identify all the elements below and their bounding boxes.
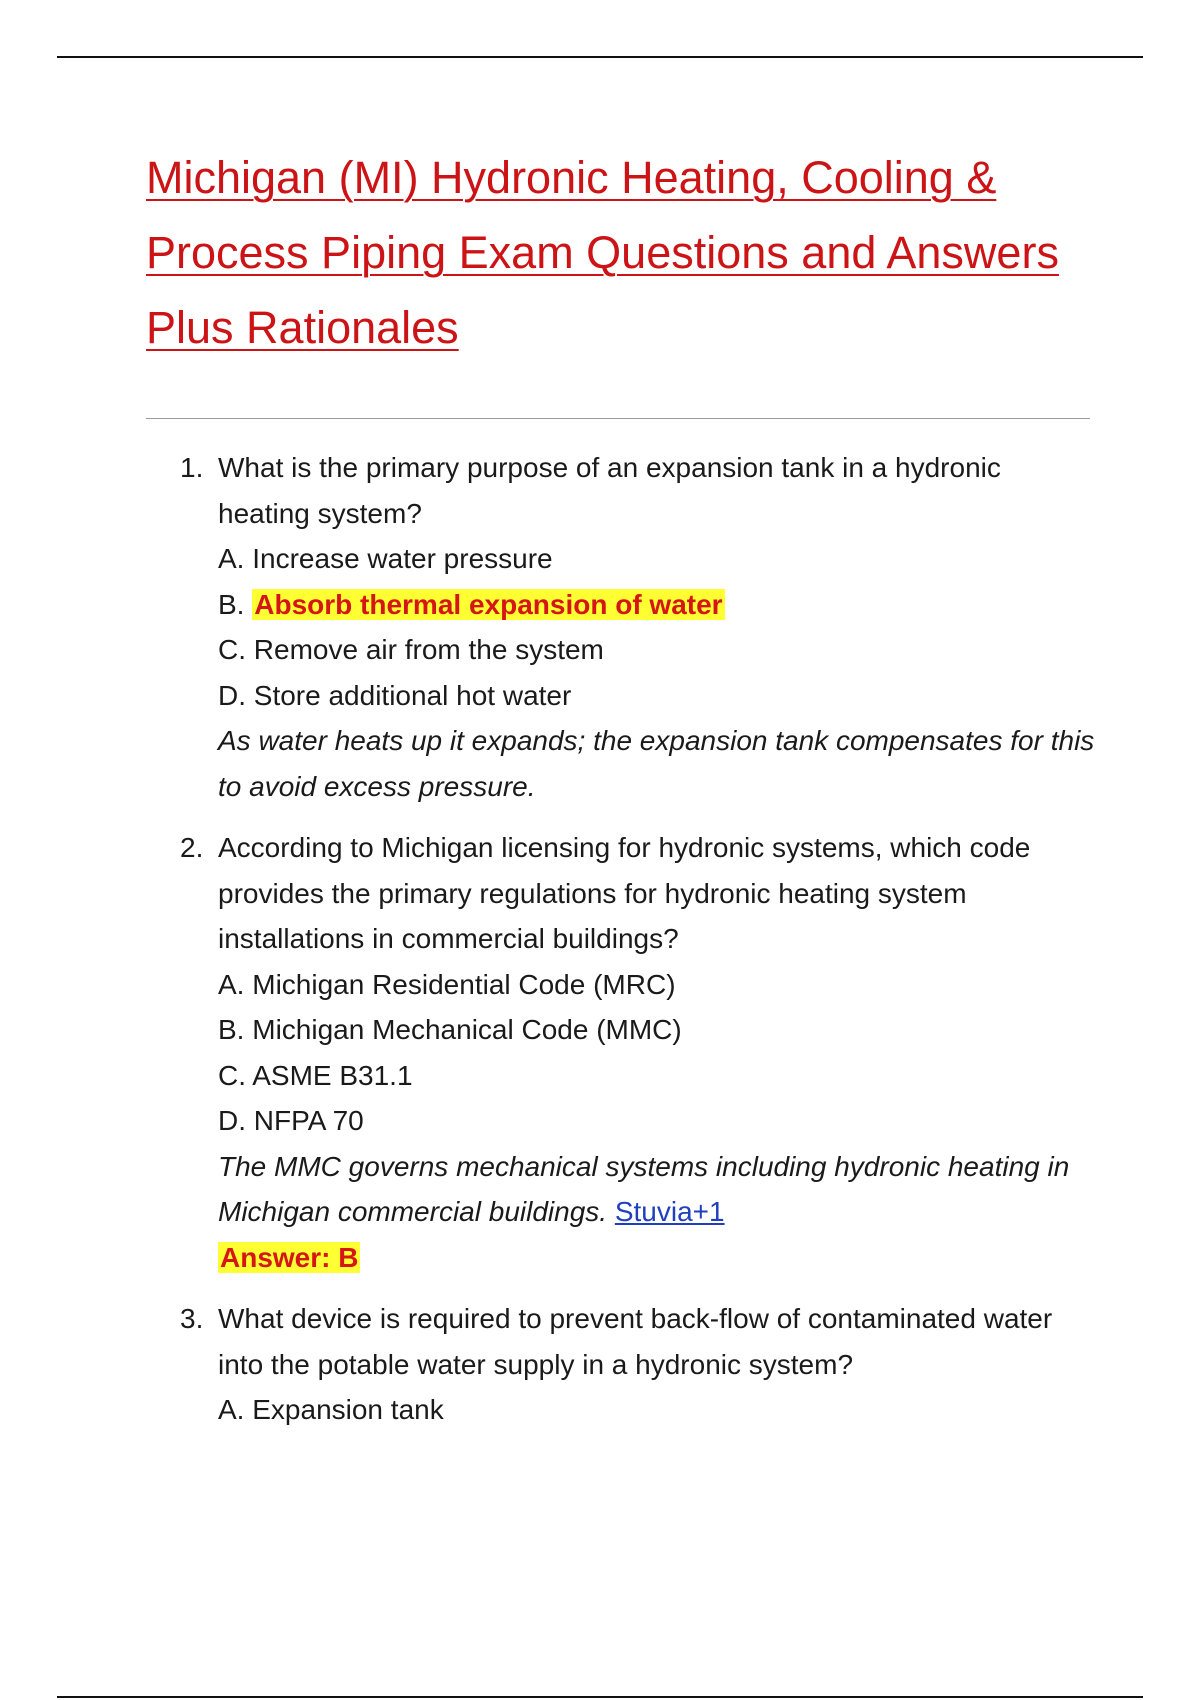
- question-item: [180, 445, 1100, 809]
- option-text: Michigan Mechanical Code (MMC): [252, 1014, 682, 1045]
- question-item: [180, 825, 1100, 1280]
- source-link[interactable]: Stuvia+1: [614, 1196, 725, 1227]
- option-prefix: D.: [218, 1105, 246, 1136]
- option-prefix: A.: [218, 1394, 245, 1425]
- rationale-body: The MMC governs mechanical systems including hydronic heating in Michigan commercial buildings.: [218, 1150, 1070, 1227]
- title-line: [146, 140, 1106, 215]
- answer-option: [218, 1098, 1100, 1144]
- question-number: 1.: [180, 452, 204, 483]
- answer-option: [218, 1007, 1100, 1053]
- question-number: 3.: [180, 1303, 204, 1334]
- option-text: Expansion tank: [252, 1394, 444, 1425]
- option-prefix: C.: [218, 634, 246, 665]
- answer-option: [218, 627, 1100, 673]
- answer-option: [218, 1387, 1100, 1433]
- answer-option: [218, 673, 1100, 719]
- answer-key-highlight: Answer: B: [220, 1241, 359, 1273]
- option-prefix: A.: [218, 968, 245, 1000]
- title-line: [146, 290, 1106, 365]
- option-text: NFPA 70: [253, 1105, 364, 1136]
- option-prefix: C.: [218, 1059, 246, 1091]
- option-text: Michigan Residential Code (MRC): [252, 968, 676, 1000]
- option-text: Store additional hot water: [253, 679, 572, 711]
- rationale-text: As water heats up it expands; the expansion tank compensates for this to avoid excess pressure.: [218, 725, 1095, 802]
- title-line: [146, 215, 1106, 290]
- question-text: What is the primary purpose of an expansion tank in a hydronic heating system?: [218, 452, 1001, 529]
- rationale-text: [218, 1144, 1100, 1235]
- title-line-text: Plus Rationales: [146, 302, 459, 353]
- title-divider: [146, 418, 1090, 419]
- answer-line: [218, 1235, 1100, 1281]
- answer-option: [218, 962, 1100, 1008]
- option-prefix: A.: [218, 543, 245, 574]
- answer-option-correct: [218, 582, 1100, 628]
- answer-option: [218, 536, 1100, 582]
- option-text: Increase water pressure: [252, 543, 553, 574]
- page-bottom-rule: [57, 1696, 1143, 1698]
- document-title: [146, 140, 1106, 365]
- option-prefix: B.: [218, 588, 245, 620]
- option-text: ASME B31.1: [252, 1059, 413, 1091]
- question-text: According to Michigan licensing for hydronic systems, which code provides the primary regulations for hydronic heating system installations in commercial buildings?: [218, 832, 1031, 954]
- option-text: Remove air from the system: [253, 634, 604, 665]
- option-prefix: D.: [218, 679, 246, 711]
- answer-option: [218, 1053, 1100, 1099]
- question-item: [180, 1296, 1100, 1433]
- question-list: [180, 445, 1100, 1449]
- correct-answer-highlight: Absorb thermal expansion of water: [254, 588, 723, 620]
- title-line-text: Process Piping Exam Questions and Answers: [146, 227, 1059, 278]
- page-top-rule: [57, 56, 1143, 58]
- option-prefix: B.: [218, 1014, 245, 1045]
- question-number: 2.: [180, 832, 204, 863]
- title-line-text: Michigan (MI) Hydronic Heating, Cooling &: [146, 152, 997, 203]
- question-text: What device is required to prevent back-flow of contaminated water into the potable water supply in a hydronic system?: [218, 1303, 1053, 1380]
